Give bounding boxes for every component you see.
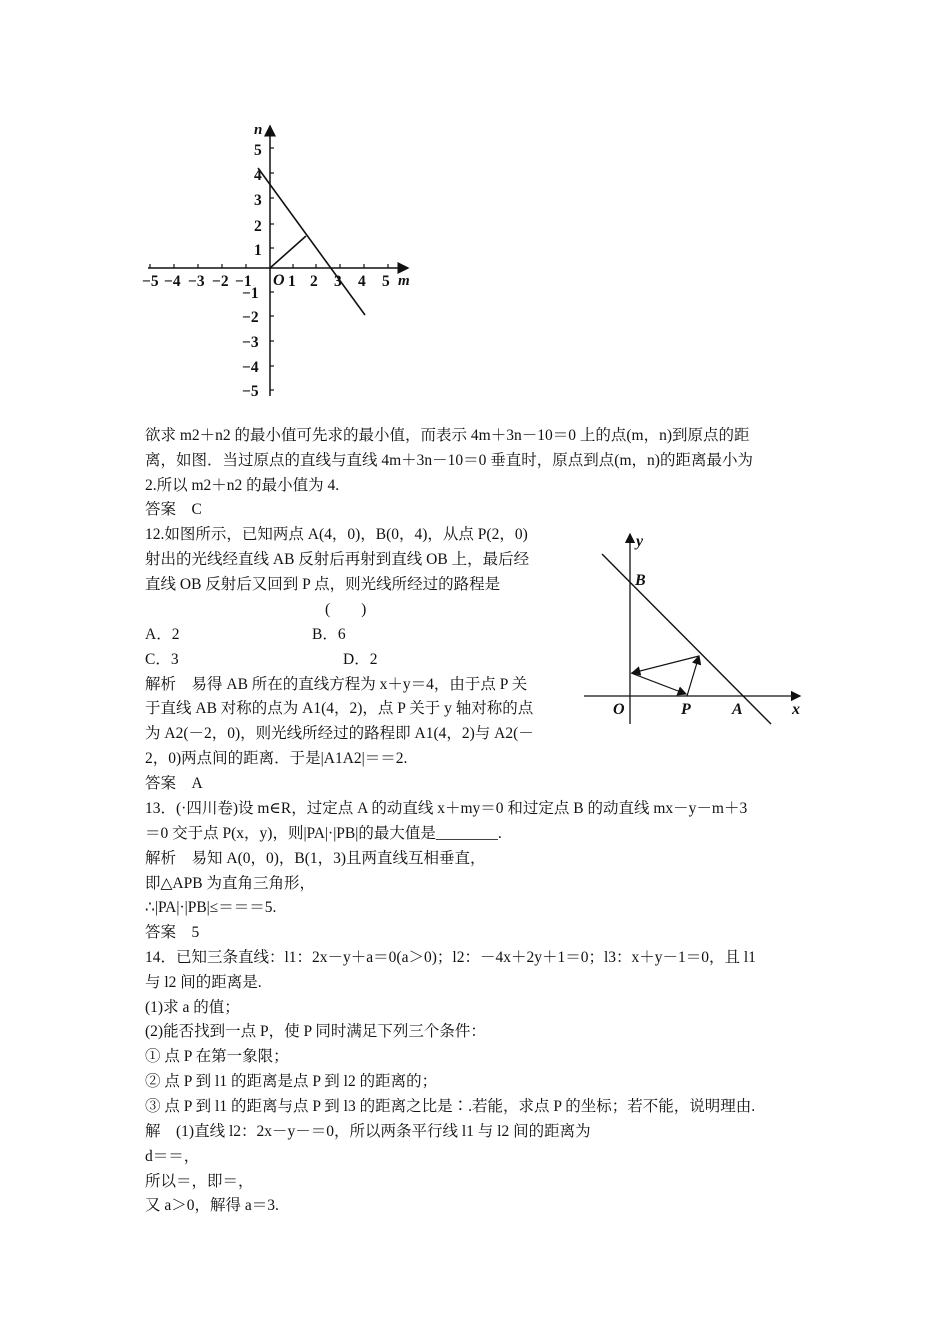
answer-line: 答案 A [145,775,203,792]
question-text-line: (2)能否找到一点 P，使 P 同时满足下列三个条件： [145,1023,486,1040]
line-ab [602,554,771,724]
x-tick-label: 2 [310,273,318,290]
answer-blank: ( ) [325,601,367,618]
y-tick-label: −5 [242,383,259,400]
question-text-line: 14．已知三条直线：l1：2x－y＋a＝0(a＞0)；l2：－4x＋2y＋1＝0；l3：x＋y－1＝0，且 l1 [145,949,756,966]
y-tick-label: 1 [254,242,262,259]
analysis-text-line: 即△APB 为直角三角形， [145,875,315,892]
y-tick-label: −1 [242,285,259,302]
ray-ob-to-p [631,673,686,694]
question-text-line: 12.如图所示，已知两点 A(4，0)，B(0，4)，从点 P(2，0) [145,526,528,543]
analysis-text-line: 于直线 AB 对称的点为 A1(4，2)，点 P 关于 y 轴对称的点 [145,700,534,717]
answer-line: 答案 5 [145,924,200,941]
solution-text-line: 欲求 m2＋n2 的最小值可先求的最小值，而表示 4m＋3n－10＝0 上的点(m，n)到原点的距 [145,427,750,444]
x-tick-label: 3 [334,273,342,290]
option-b: B．6 [312,626,346,643]
x-tick-label: −4 [164,273,181,290]
ray-p-to-ab [687,656,699,696]
point-a-label: A [732,701,743,718]
analysis-text-line: 2，0)两点间的距离．于是|A1A2|＝＝2. [145,750,408,767]
question-text-line: ＝0 交于点 P(x，y)，则|PA|·|PB|的最大值是________. [145,825,502,842]
line-4m-3n-10 [258,168,365,315]
question-text-line: 射出的光线经直线 AB 反射后再射到直线 OB 上，最后经 [145,551,530,568]
solution-text-line: d＝＝， [145,1148,200,1165]
y-axis-label: y [636,533,644,550]
figure-coordinate-plane-mn [140,118,420,403]
solution-text-line: 所以＝，即＝， [145,1173,254,1190]
y-tick-label: −3 [242,334,259,351]
x-tick-label: −3 [188,273,205,290]
condition-2: ② 点 P 到 l1 的距离是点 P 到 l2 的距离的； [145,1073,438,1090]
point-p-label: P [681,701,691,718]
figure-reflection-diagram [578,528,810,730]
solution-text-line: 又 a＞0，解得 a＝3. [145,1197,279,1214]
analysis-text-line: 解析 易知 A(0，0)，B(1，3)且两直线互相垂直， [145,850,486,867]
x-tick-label: 1 [288,273,296,290]
solution-text-line: 解 (1)直线 l2：2x－y－＝0，所以两条平行线 l1 与 l2 间的距离为 [145,1123,591,1140]
y-tick-label: 2 [254,218,262,235]
y-tick-label: −2 [242,309,259,326]
n-axis-label: n [254,122,263,138]
ray-ab-to-ob [632,656,699,673]
analysis-text-line: ∴|PA|·|PB|≤＝＝＝5. [145,899,277,916]
origin-label: O [613,701,625,718]
x-tick-label: −2 [212,273,229,290]
condition-1: ① 点 P 在第一象限； [145,1048,289,1065]
solution-text-line: 离，如图．当过原点的直线与直线 4m＋3n－10＝0 垂直时，原点到点(m，n)的距离最小为 [145,452,753,469]
x-axis-label: x [792,701,800,718]
condition-3: ③ 点 P 到 l1 的距离与点 P 到 l3 的距离之比是∶.若能，求点 P 的坐标；若不能，说明理由. [145,1098,756,1115]
x-tick-label: −1 [235,273,252,290]
m-axis-label: m [398,273,410,289]
question-text-line: 直线 OB 反射后又回到 P 点，则光线所经过的路程是 [145,576,501,593]
solution-text-line: 2.所以 m2＋n2 的最小值为 4. [145,477,340,494]
analysis-text-line: 为 A2(－2，0)，则光线所经过的路程即 A1(4，2)与 A2(－ [145,725,534,742]
question-text-line: 与 l2 间的距离是. [145,974,262,991]
y-tick-label: 4 [254,167,262,184]
option-a: A．2 [145,626,180,643]
question-text-line: 13．(·四川卷)设 m∈R，过定点 A 的动直线 x＋my＝0 和过定点 B 的动直线 mx－y－m＋3 [145,800,748,817]
point-b-label: B [635,572,646,589]
x-tick-label: 5 [382,273,390,290]
y-tick-label: −4 [242,359,259,376]
analysis-text-line: 解析 易得 AB 所在的直线方程为 x＋y＝4，由于点 P 关 [145,676,528,693]
x-tick-label: −5 [142,273,159,290]
perpendicular-segment [270,236,306,268]
answer-line: 答案 C [145,501,202,518]
y-tick-label: 5 [254,142,262,159]
option-c: C．3 [145,651,179,668]
question-text-line: (1)求 a 的值； [145,999,240,1016]
option-d: D．2 [343,651,378,668]
y-tick-label: 3 [254,192,262,209]
origin-label: O [273,272,285,289]
x-tick-label: 4 [358,273,366,290]
